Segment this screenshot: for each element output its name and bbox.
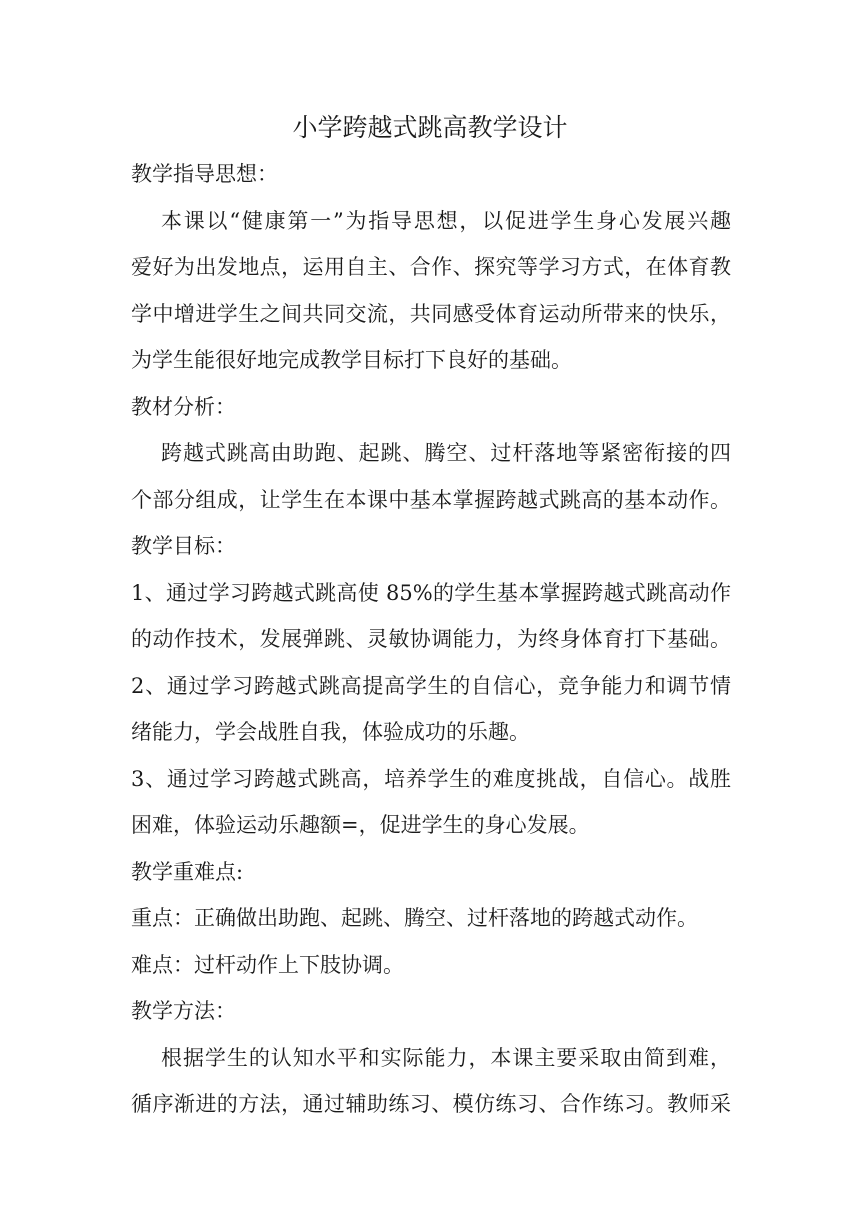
text-line: 的动作技术，发展弹跳、灵敏协调能力，为终身体育打下基础。	[131, 627, 731, 651]
text-line: 绪能力，学会战胜自我，体验成功的乐趣。	[131, 720, 530, 744]
text-line: 为学生能很好地完成教学目标打下良好的基础。	[131, 348, 572, 372]
text-line: 困难，体验运动乐趣额=，促进学生的身心发展。	[131, 813, 590, 837]
document-title: 小学跨越式跳高教学设计	[292, 113, 568, 142]
document-body	[131, 151, 731, 1128]
text-line: 教学方法：	[131, 999, 236, 1023]
text-line: 学中增进学生之间共同交流，共同感受体育运动所带来的快乐，	[131, 301, 731, 326]
text-line: 本课以“健康第一”为指导思想，以促进学生身心发展兴趣	[161, 208, 731, 233]
text-line: 难点：过杆动作上下肢协调。	[131, 952, 404, 977]
text-line: 跨越式跳高由助跑、起跳、腾空、过杆落地等紧密衔接的四	[161, 441, 731, 465]
text-line: 2、通过学习跨越式跳高提高学生的自信心，竞争能力和调节情	[131, 673, 731, 698]
text-line: 教学重难点:	[131, 859, 244, 884]
text-line: 3、通过学习跨越式跳高，培养学生的难度挑战，自信心。战胜	[131, 766, 731, 791]
text-line: 根据学生的认知水平和实际能力，本课主要采取由简到难，	[161, 1045, 731, 1070]
text-line: 教材分析：	[131, 394, 236, 419]
text-line: 重点：正确做出助跑、起跳、腾空、过杆落地的跨越式动作。	[131, 906, 698, 930]
text-line: 1、通过学习跨越式跳高使 85%的学生基本掌握跨越式跳高动作	[131, 580, 731, 605]
text-line: 教学目标：	[131, 534, 236, 558]
text-line: 循序渐进的方法，通过辅助练习、模仿练习、合作练习。教师采	[131, 1092, 731, 1116]
text-line: 教学指导思想：	[131, 162, 278, 186]
text-line: 爱好为出发地点，运用自主、合作、探究等学习方式，在体育教	[131, 255, 731, 279]
text-line: 个部分组成，让学生在本课中基本掌握跨越式跳高的基本动作。	[131, 487, 731, 512]
